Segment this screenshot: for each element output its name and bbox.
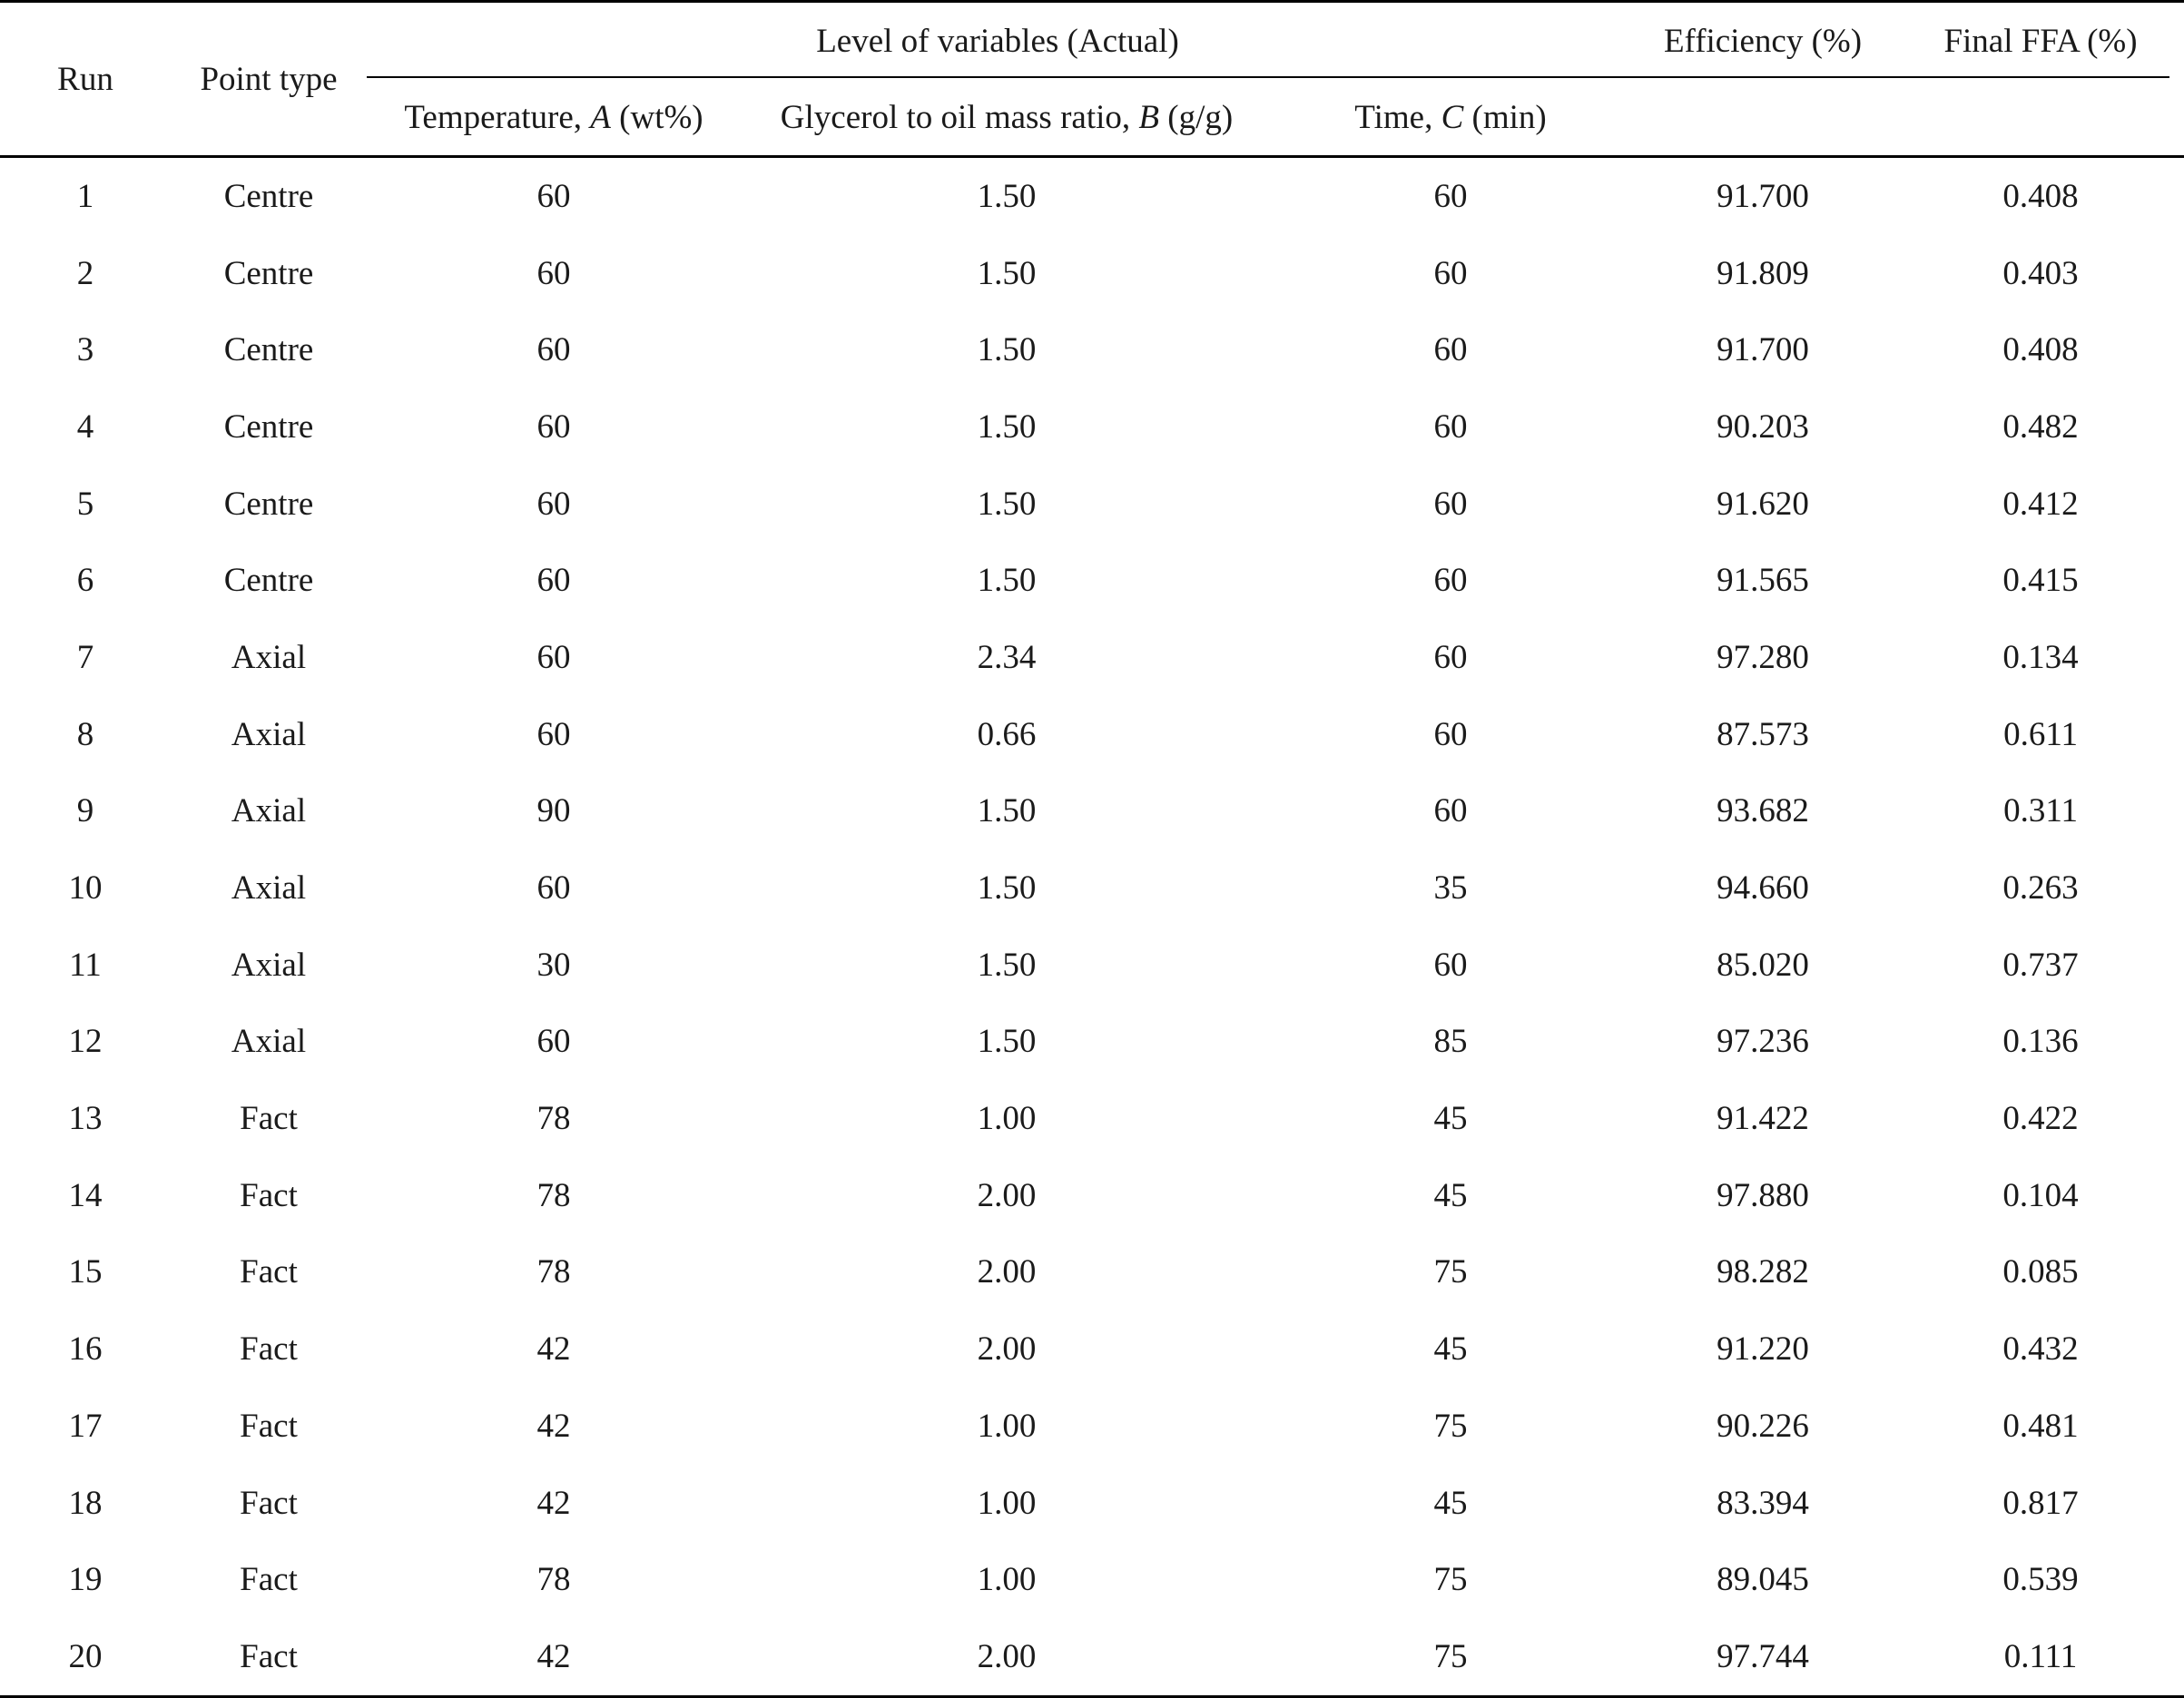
- cell-final-ffa: 0.412: [2002, 485, 2079, 523]
- cell-point-type: Centre: [223, 485, 314, 523]
- cell-temperature: 78: [536, 1561, 571, 1599]
- cell-glycerol-ratio: 1.50: [977, 407, 1037, 446]
- cell-run: 6: [76, 562, 94, 600]
- table-body: [0, 157, 2184, 1697]
- cell-final-ffa: 0.422: [2002, 1100, 2079, 1138]
- cell-run: 5: [76, 485, 94, 523]
- cell-point-type: Fact: [240, 1100, 298, 1138]
- cell-time: 60: [1433, 792, 1468, 830]
- cell-run: 13: [68, 1100, 103, 1138]
- cell-run: 19: [68, 1561, 103, 1599]
- table-row: [0, 1157, 2184, 1234]
- cell-temperature: 42: [536, 1407, 571, 1445]
- cell-temperature: 78: [536, 1100, 571, 1138]
- cell-efficiency: 87.573: [1717, 715, 1809, 753]
- header-level-of-variables: Level of variables (Actual): [816, 22, 1179, 60]
- cell-run: 16: [68, 1330, 103, 1369]
- cell-temperature: 60: [536, 715, 571, 753]
- cell-efficiency: 85.020: [1717, 946, 1809, 984]
- cell-efficiency: 98.282: [1717, 1253, 1809, 1291]
- cell-temperature: 42: [536, 1484, 571, 1522]
- cell-run: 17: [68, 1407, 103, 1445]
- cell-final-ffa: 0.408: [2002, 177, 2079, 215]
- cell-run: 9: [76, 792, 94, 830]
- cell-glycerol-ratio: 2.00: [977, 1330, 1037, 1369]
- table-row: [0, 388, 2184, 466]
- cell-efficiency: 91.809: [1717, 254, 1809, 292]
- cell-glycerol-ratio: 0.66: [977, 715, 1037, 753]
- cell-point-type: Fact: [171, 1618, 367, 1696]
- table-row: [0, 1541, 2184, 1618]
- table-row: [0, 696, 2184, 773]
- cell-temperature: 60: [536, 254, 571, 292]
- cell-glycerol-ratio: 1.00: [977, 1484, 1037, 1522]
- cell-efficiency: 97.280: [1717, 638, 1809, 676]
- header-temperature: Temperature, A (wt%): [367, 79, 741, 157]
- cell-run: 1: [76, 177, 94, 215]
- cell-point-type: Axial: [231, 1023, 307, 1061]
- cell-glycerol-ratio: 1.50: [977, 562, 1037, 600]
- cell-run: 18: [68, 1484, 103, 1522]
- cell-run: 10: [68, 869, 103, 908]
- cell-time: 85: [1433, 1023, 1468, 1061]
- cell-efficiency: 91.700: [1717, 177, 1809, 215]
- variable-b: B: [1138, 98, 1159, 136]
- cell-temperature: 42: [367, 1618, 741, 1696]
- cell-time: 60: [1433, 946, 1468, 984]
- cell-point-type: Centre: [223, 177, 314, 215]
- cell-time: 60: [1433, 715, 1468, 753]
- cell-time: 45: [1433, 1176, 1468, 1214]
- cell-point-type: Centre: [223, 331, 314, 369]
- cell-time: 45: [1433, 1100, 1468, 1138]
- cell-glycerol-ratio: 1.00: [977, 1561, 1037, 1599]
- cell-glycerol-ratio: 1.50: [977, 254, 1037, 292]
- header-final-ffa-spacer: [1897, 79, 2184, 157]
- variable-a: A: [590, 98, 611, 136]
- table-row: [0, 157, 2184, 235]
- cell-point-type: Axial: [231, 946, 307, 984]
- cell-time: 60: [1433, 638, 1468, 676]
- table-row: [0, 773, 2184, 850]
- cell-glycerol-ratio: 2.34: [977, 638, 1037, 676]
- cell-final-ffa: 0.311: [2003, 792, 2078, 830]
- cell-glycerol-ratio: 1.50: [977, 869, 1037, 908]
- cell-run: 20: [0, 1618, 171, 1696]
- cell-point-type: Fact: [240, 1330, 298, 1369]
- cell-glycerol-ratio: 1.50: [977, 1023, 1037, 1061]
- table-row: [0, 1310, 2184, 1388]
- cell-run: 15: [68, 1253, 103, 1291]
- cell-point-type: Centre: [223, 407, 314, 446]
- cell-temperature: 60: [536, 177, 571, 215]
- cell-final-ffa: 0.408: [2002, 331, 2079, 369]
- cell-time: 60: [1433, 331, 1468, 369]
- cell-final-ffa: 0.415: [2002, 562, 2079, 600]
- table-row: [0, 235, 2184, 312]
- cell-temperature: 60: [536, 485, 571, 523]
- cell-efficiency: 91.220: [1717, 1330, 1809, 1369]
- cell-run: 8: [76, 715, 94, 753]
- cell-run: 11: [69, 946, 102, 984]
- cell-point-type: Axial: [231, 715, 307, 753]
- table-row: [0, 311, 2184, 388]
- cell-efficiency: 83.394: [1717, 1484, 1809, 1522]
- cell-final-ffa: 0.085: [2002, 1253, 2079, 1291]
- cell-run: 2: [76, 254, 94, 292]
- cell-point-type: Fact: [240, 1176, 298, 1214]
- cell-final-ffa: 0.539: [2002, 1561, 2079, 1599]
- cell-final-ffa: 0.263: [2002, 869, 2079, 908]
- cell-final-ffa: 0.134: [2002, 638, 2079, 676]
- table-row: [0, 927, 2184, 1004]
- cell-time: 60: [1433, 485, 1468, 523]
- table-row: [0, 1234, 2184, 1311]
- cell-run: 7: [76, 638, 94, 676]
- table-row: [0, 619, 2184, 696]
- cell-time: 75: [1433, 1561, 1468, 1599]
- cell-time: 60: [1433, 562, 1468, 600]
- cell-glycerol-ratio: 2.00: [977, 1176, 1037, 1214]
- header-time: Time, C (min): [1273, 79, 1628, 157]
- cell-time: 75: [1433, 1253, 1468, 1291]
- table-row: [0, 466, 2184, 543]
- cell-point-type: Axial: [231, 792, 307, 830]
- cell-efficiency: 94.660: [1717, 869, 1809, 908]
- cell-final-ffa: 0.111: [1897, 1618, 2184, 1696]
- cell-efficiency: 90.203: [1717, 407, 1809, 446]
- cell-temperature: 78: [536, 1253, 571, 1291]
- cell-efficiency: 89.045: [1717, 1561, 1809, 1599]
- header-efficiency-spacer: [1628, 79, 1897, 157]
- cell-final-ffa: 0.611: [2003, 715, 2078, 753]
- table-row: [0, 1465, 2184, 1542]
- cell-efficiency: 91.700: [1717, 331, 1809, 369]
- cell-run: 12: [68, 1023, 103, 1061]
- table-row: [0, 1004, 2184, 1081]
- cell-efficiency: 97.744: [1628, 1618, 1897, 1696]
- cell-point-type: Axial: [231, 638, 307, 676]
- table-row: [0, 1388, 2184, 1465]
- cell-run: 4: [76, 407, 94, 446]
- cell-run: 14: [68, 1176, 103, 1214]
- cell-glycerol-ratio: 1.00: [977, 1100, 1037, 1138]
- cell-final-ffa: 0.432: [2002, 1330, 2079, 1369]
- cell-final-ffa: 0.481: [2002, 1407, 2079, 1445]
- cell-temperature: 60: [536, 1023, 571, 1061]
- cell-glycerol-ratio: 2.00: [741, 1618, 1273, 1696]
- cell-time: 75: [1273, 1618, 1628, 1696]
- cell-time: 60: [1433, 177, 1468, 215]
- table-row: [0, 1618, 2184, 1696]
- cell-glycerol-ratio: 1.50: [977, 177, 1037, 215]
- cell-point-type: Fact: [240, 1253, 298, 1291]
- cell-glycerol-ratio: 1.50: [977, 331, 1037, 369]
- cell-temperature: 60: [536, 562, 571, 600]
- cell-efficiency: 97.880: [1717, 1176, 1809, 1214]
- cell-temperature: 90: [536, 792, 571, 830]
- cell-final-ffa: 0.104: [2002, 1176, 2079, 1214]
- header-glycerol-ratio: Glycerol to oil mass ratio, B (g/g): [741, 79, 1273, 157]
- cell-temperature: 60: [536, 869, 571, 908]
- header-run: Run: [0, 2, 171, 157]
- cell-efficiency: 91.422: [1717, 1100, 1809, 1138]
- cell-time: 45: [1433, 1484, 1468, 1522]
- variable-c: C: [1441, 98, 1464, 136]
- cell-time: 45: [1433, 1330, 1468, 1369]
- cell-efficiency: 91.620: [1717, 485, 1809, 523]
- cell-point-type: Centre: [223, 254, 314, 292]
- cell-glycerol-ratio: 1.50: [977, 946, 1037, 984]
- cell-glycerol-ratio: 1.50: [977, 485, 1037, 523]
- cell-time: 60: [1433, 407, 1468, 446]
- table-row: [0, 849, 2184, 927]
- cell-temperature: 60: [536, 331, 571, 369]
- cell-final-ffa: 0.737: [2002, 946, 2079, 984]
- cell-temperature: 60: [536, 638, 571, 676]
- cell-efficiency: 91.565: [1717, 562, 1809, 600]
- table-row: [0, 542, 2184, 619]
- cell-run: 3: [76, 331, 94, 369]
- cell-glycerol-ratio: 1.50: [977, 792, 1037, 830]
- cell-temperature: 60: [536, 407, 571, 446]
- cell-point-type: Axial: [231, 869, 307, 908]
- cell-final-ffa: 0.136: [2002, 1023, 2079, 1061]
- header-divider-rule: [367, 76, 2169, 78]
- cell-point-type: Centre: [223, 562, 314, 600]
- table-row: [0, 1080, 2184, 1157]
- cell-temperature: 42: [536, 1330, 571, 1369]
- cell-time: 35: [1433, 869, 1468, 908]
- cell-point-type: Fact: [240, 1407, 298, 1445]
- cell-glycerol-ratio: 1.00: [977, 1407, 1037, 1445]
- table-header: [0, 2, 2184, 157]
- cell-final-ffa: 0.403: [2002, 254, 2079, 292]
- cell-final-ffa: 0.817: [2002, 1484, 2079, 1522]
- cell-final-ffa: 0.482: [2002, 407, 2079, 446]
- cell-time: 75: [1433, 1407, 1468, 1445]
- cell-efficiency: 93.682: [1717, 792, 1809, 830]
- header-efficiency: Efficiency (%): [1663, 22, 1863, 60]
- cell-point-type: Fact: [240, 1484, 298, 1522]
- cell-temperature: 78: [536, 1176, 571, 1214]
- cell-temperature: 30: [536, 946, 571, 984]
- cell-efficiency: 90.226: [1717, 1407, 1809, 1445]
- cell-point-type: Fact: [240, 1561, 298, 1599]
- cell-efficiency: 97.236: [1717, 1023, 1809, 1061]
- cell-glycerol-ratio: 2.00: [977, 1253, 1037, 1291]
- header-final-ffa: Final FFA (%): [1943, 22, 2138, 60]
- header-point-type: Point type: [171, 2, 367, 157]
- cell-time: 60: [1433, 254, 1468, 292]
